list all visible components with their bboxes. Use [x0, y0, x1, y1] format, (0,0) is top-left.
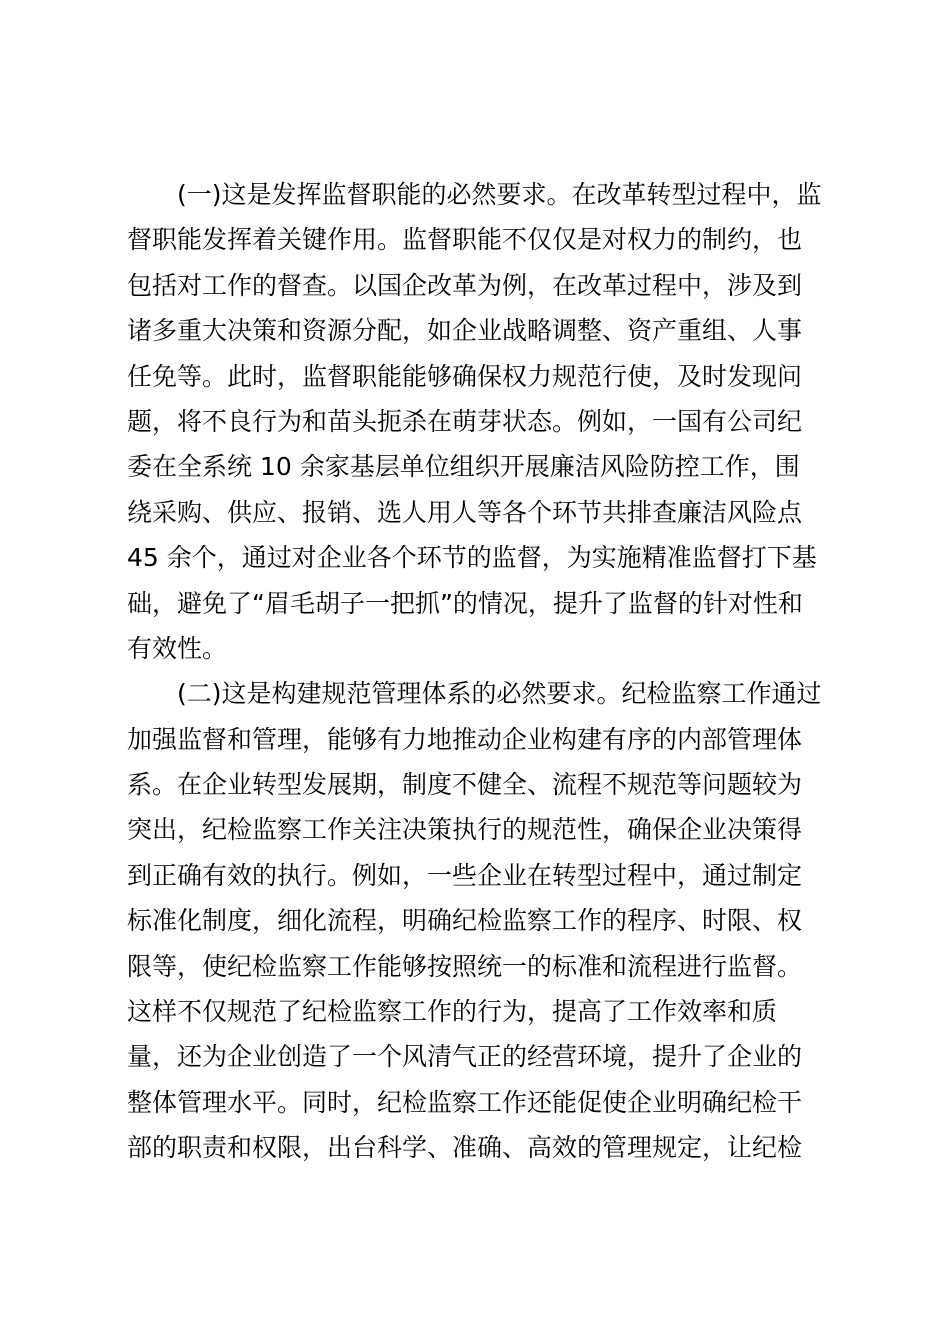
paragraph-1-line: 绕采购、供应、报销、选人用人等各个环节共排查廉洁风险点	[127, 497, 803, 527]
paragraph-2-line: 到正确有效的执行。例如，一些企业在转型过程中，通过制定	[127, 860, 803, 890]
paragraph-1-line: 45 余个，通过对企业各个环节的监督，为实施精准监督打下基	[127, 543, 817, 573]
paragraph-2-line: 系。在企业转型发展期，制度不健全、流程不规范等问题较为	[127, 770, 803, 800]
paragraph-2-line: 量，还为企业创造了一个风清气正的经营环境，提升了企业的	[127, 1042, 803, 1072]
paragraph-2-line: 整体管理水平。同时，纪检监察工作还能促使企业明确纪检干	[127, 1087, 803, 1117]
paragraph-1-line: 题，将不良行为和苗头扼杀在萌芽状态。例如，一国有公司纪	[127, 406, 803, 436]
paragraph-1-line: 督职能发挥着关键作用。监督职能不仅仅是对权力的制约，也	[127, 225, 803, 255]
paragraph-2-line: 这样不仅规范了纪检监察工作的行为，提高了工作效率和质	[127, 997, 778, 1027]
paragraph-2-line: 突出，纪检监察工作关注决策执行的规范性，确保企业决策得	[127, 815, 803, 845]
paragraph-1-line: (一)这是发挥监督职能的必然要求。在改革转型过程中，监	[177, 180, 822, 209]
document-body	[127, 172, 827, 1171]
paragraph-1-line: 委在全系统 10 余家基层单位组织开展廉洁风险防控工作，围	[127, 452, 800, 482]
paragraph-1-line: 包括对工作的督查。以国企改革为例，在改革过程中，涉及到	[127, 270, 803, 300]
paragraph-2-line: 标准化制度，细化流程，明确纪检监察工作的程序、时限、权	[127, 906, 803, 936]
paragraph-2-line: 加强监督和管理，能够有力地推动企业构建有序的内部管理体	[127, 724, 803, 754]
paragraph-1-line: 任免等。此时，监督职能能够确保权力规范行使，及时发现问	[127, 361, 803, 391]
paragraph-2-line: 部的职责和权限，出台科学、准确、高效的管理规定，让纪检	[127, 1133, 803, 1163]
paragraph-1-line: 础，避免了“眉毛胡子一把抓”的情况，提升了监督的针对性和	[127, 588, 803, 618]
paragraph-2-line: (二)这是构建规范管理体系的必然要求。纪检监察工作通过	[177, 679, 822, 709]
paragraph-1-line: 有效性。	[127, 633, 228, 663]
paragraph-2-line: 限等，使纪检监察工作能够按照统一的标准和流程进行监督。	[127, 951, 803, 981]
paragraph-1-line: 诸多重大决策和资源分配，如企业战略调整、资产重组、人事	[127, 316, 803, 346]
